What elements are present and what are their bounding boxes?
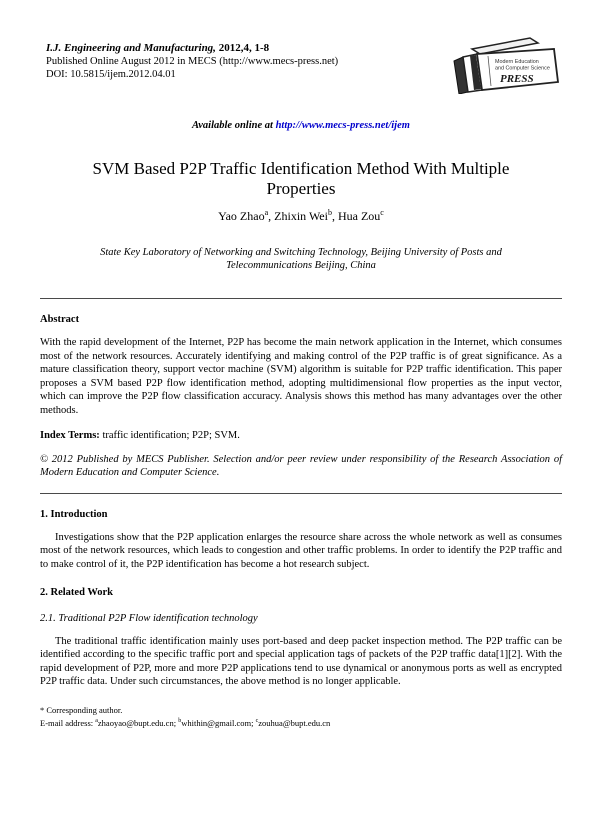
- books-icon: [450, 34, 562, 94]
- affiliation-line: Telecommunications Beijing, China: [226, 260, 376, 271]
- email-affiliation-mark: a: [95, 717, 98, 724]
- logo-publisher-line1: Modern Education: [495, 59, 539, 65]
- corresponding-author-note: * Corresponding author.: [40, 704, 123, 715]
- published-online-line: Published Online August 2012 in MECS (http://www.mecs-press.net): [46, 56, 339, 67]
- journal-name: I.J. Engineering and Manufacturing,: [46, 42, 216, 54]
- author-affiliation-mark: a: [264, 208, 269, 217]
- index-terms-text: traffic identification; P2P; SVM.: [99, 429, 240, 441]
- logo-publisher-line2: and Computer Science: [495, 65, 550, 72]
- author-affiliation-mark: c: [380, 208, 384, 217]
- section-heading-introduction: 1. Introduction: [40, 508, 108, 520]
- email-address-line: [40, 716, 562, 729]
- author-separator: ,: [268, 209, 275, 223]
- affiliation: [40, 246, 562, 272]
- email-address: zouhua@bupt.edu.cn: [258, 717, 331, 728]
- available-online-prefix: Available online at: [192, 120, 276, 131]
- journal-header-text: [40, 42, 338, 81]
- index-terms-label: Index Terms:: [40, 429, 100, 441]
- subsection-heading-traditional-p2p: 2.1. Traditional P2P Flow identification technology: [40, 612, 258, 624]
- copyright-notice: © 2012 Published by MECS Publisher. Selection and/or peer review under responsibility of the Research Association of Modern Education and Computer Science.: [40, 453, 562, 479]
- journal-title-line: [46, 42, 338, 55]
- abstract-heading: Abstract: [40, 314, 80, 325]
- journal-header: [40, 42, 562, 94]
- doi-line: DOI: 10.5815/ijem.2012.04.01: [46, 69, 176, 80]
- author-separator: ,: [331, 209, 338, 223]
- mecs-press-logo: [450, 34, 562, 94]
- author-name: Zhixin Wei: [274, 209, 328, 223]
- author-name: Yao Zhao: [218, 209, 265, 223]
- available-online-line: [40, 120, 562, 131]
- email-affiliation-mark: c: [255, 717, 259, 724]
- footnote-block: [40, 705, 562, 729]
- section-heading-related-work: 2. Related Work: [40, 586, 114, 598]
- email-label: E-mail address:: [40, 717, 96, 728]
- affiliation-line: State Key Laboratory of Networking and Switching Technology, Beijing University of Posts and: [100, 247, 502, 258]
- introduction-body: Investigations show that the P2P application enlarges the resource share across the whole network as well as consumes most of the network resources, which leads to congestion and other traffic problems. In order to identify the P2P traffic and to make control of it, the P2P identification has become a hot research subject.: [40, 531, 562, 570]
- abstract-body: With the rapid development of the Internet, P2P has become the main network application in the Internet, which consumes most of the network resources. Accurately identifying and making control of the P2P traffic is of great significance. As a mature classification theory, support vector machine (SVM) algorithm is suitable for P2P traffic identification. This paper proposes a SVM based P2P flow identification method, adopting multidimensional flow properties as the input vector, which can improve the P2P flow classification accuracy. Analysis shows this method has many advantages over the other methods.: [40, 337, 562, 416]
- related-work-body: The traditional traffic identification mainly uses port-based and deep packet inspection method. The P2P traffic can be identified according to the specific traffic port and special application tags of packets of the P2P traffic data[1][2]. With the rapid development of P2P, more and more P2P applications tend to use dynamical or anonymous ports as well as encrypted P2P traffic data. Under such circumstances, the above method is no longer applicable.: [40, 635, 562, 688]
- authors-line: [40, 208, 562, 224]
- author-name: Hua Zou: [337, 209, 381, 223]
- email-affiliation-mark: b: [178, 717, 182, 724]
- divider-below-copyright: [40, 493, 562, 494]
- email-address: zhaoyao@bupt.edu.cn;: [97, 717, 179, 728]
- author-affiliation-mark: b: [327, 208, 332, 217]
- journal-issue: 2012,4, 1-8: [215, 42, 270, 54]
- available-online-url[interactable]: http://www.mecs-press.net/ijem: [275, 120, 410, 131]
- email-address: whithin@gmail.com;: [181, 717, 256, 728]
- logo-press-label: PRESS: [500, 73, 534, 85]
- page-title: SVM Based P2P Traffic Identification Method With Multiple Properties: [92, 159, 510, 198]
- divider-above-abstract: [40, 298, 562, 299]
- index-terms-line: [40, 430, 562, 441]
